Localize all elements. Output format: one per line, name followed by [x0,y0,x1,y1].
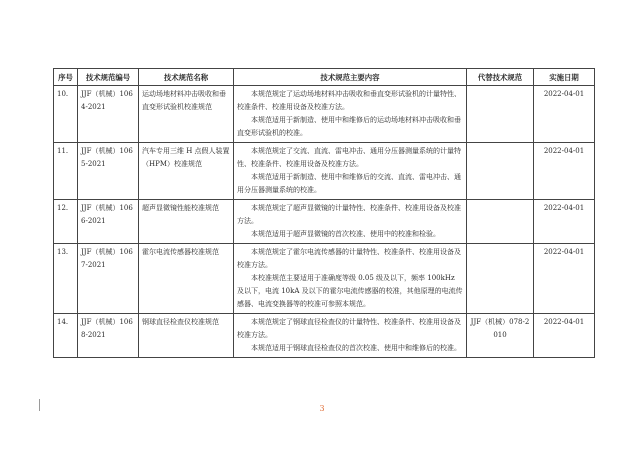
row-content-paragraph: 本规范适用于钢球直径检查仪的首次校准、使用中和维修后的校准。 [251,344,461,352]
row-date: 2022-04-01 [534,86,595,143]
header-no: 序号 [54,69,78,86]
row-replaces [467,244,534,314]
row-code: JJF（机械）1066-2021 [78,200,139,244]
row-content-paragraph: 本规范规定了超声显微镜的计量特性、校准条件、校准用设备及校准方法。 [237,204,461,225]
table-row [54,143,595,200]
header-replaces: 代替技术规范 [467,69,534,86]
row-replaces [467,200,534,244]
header-name: 技术规范名称 [139,69,234,86]
row-no: 14. [54,314,78,358]
row-content-paragraph: 本规范适用于超声显微镜的首次校准、使用中的校准和检验。 [251,230,440,238]
row-no: 10. [54,86,78,143]
row-content-paragraph: 本规范适用于新制造、使用中和维修后的交流、直流、雷电冲击、通用分压器测量系统的校准。 [237,173,461,194]
row-content [234,244,467,314]
table-row [54,244,595,314]
row-content-paragraph: 本规范规定了霍尔电流传感器的计量特性、校准条件、校准用设备及校准方法。 [237,248,461,269]
row-name: 超声显微镜性能校准规范 [139,200,234,244]
page-number: 3 [319,404,325,413]
row-content-paragraph: 本校准规范主要适用于准确度等级 0.05 级及以下，频率 100kHz 及以下，电流 10kA 及以下的霍尔电流传感器的校准，其他原理的电流传感器、电流变换器等的校准可参照本规范。 [237,274,463,308]
row-content [234,143,467,200]
spec-table [53,68,595,358]
row-date: 2022-04-01 [534,244,595,314]
row-no: 13. [54,244,78,314]
row-name: 钢球直径检查仪校准规范 [139,314,234,358]
row-content [234,200,467,244]
header-date: 实施日期 [534,69,595,86]
row-replaces: JJF（机械）078-2010 [467,314,534,358]
table-row [54,314,595,358]
row-name: 汽车专用三维 H 点假人装置（HPM）校准规范 [139,143,234,200]
row-content [234,86,467,143]
header-code: 技术规范编号 [78,69,139,86]
row-name: 运动场地材料冲击吸收和垂直变形试验机校准规范 [139,86,234,143]
table-header-row [54,69,595,86]
row-replaces [467,143,534,200]
row-content-paragraph: 本规范规定了运动场地材料冲击吸收和垂直变形试验机的计量特性、校准条件、校准用设备及校准方法。 [237,90,461,111]
row-code: JJF（机械）1065-2021 [78,143,139,200]
binding-margin-mark [39,399,40,411]
row-code: JJF（机械）1067-2021 [78,244,139,314]
row-replaces [467,86,534,143]
row-content [234,314,467,358]
table-row [54,200,595,244]
table-row [54,86,595,143]
row-content-paragraph: 本规范适用于新制造、使用中和维修后的运动场地材料冲击吸收和垂直变形试验机的校准。 [237,116,461,137]
row-code: JJF（机械）1064-2021 [78,86,139,143]
row-content-paragraph: 本规范规定了钢球直径检查仪的计量特性、校准条件、校准用设备及校准方法。 [237,318,461,339]
header-content: 技术规范主要内容 [234,69,467,86]
row-content-paragraph: 本规范规定了交流、直流、雷电冲击、通用分压器测量系统的计量特性、校准条件、校准用设备及校准方法。 [237,147,461,168]
row-no: 12. [54,200,78,244]
row-date: 2022-04-01 [534,314,595,358]
row-name: 霍尔电流传感器校准规范 [139,244,234,314]
row-date: 2022-04-01 [534,200,595,244]
row-code: JJF（机械）1068-2021 [78,314,139,358]
row-no: 11. [54,143,78,200]
row-date: 2022-04-01 [534,143,595,200]
